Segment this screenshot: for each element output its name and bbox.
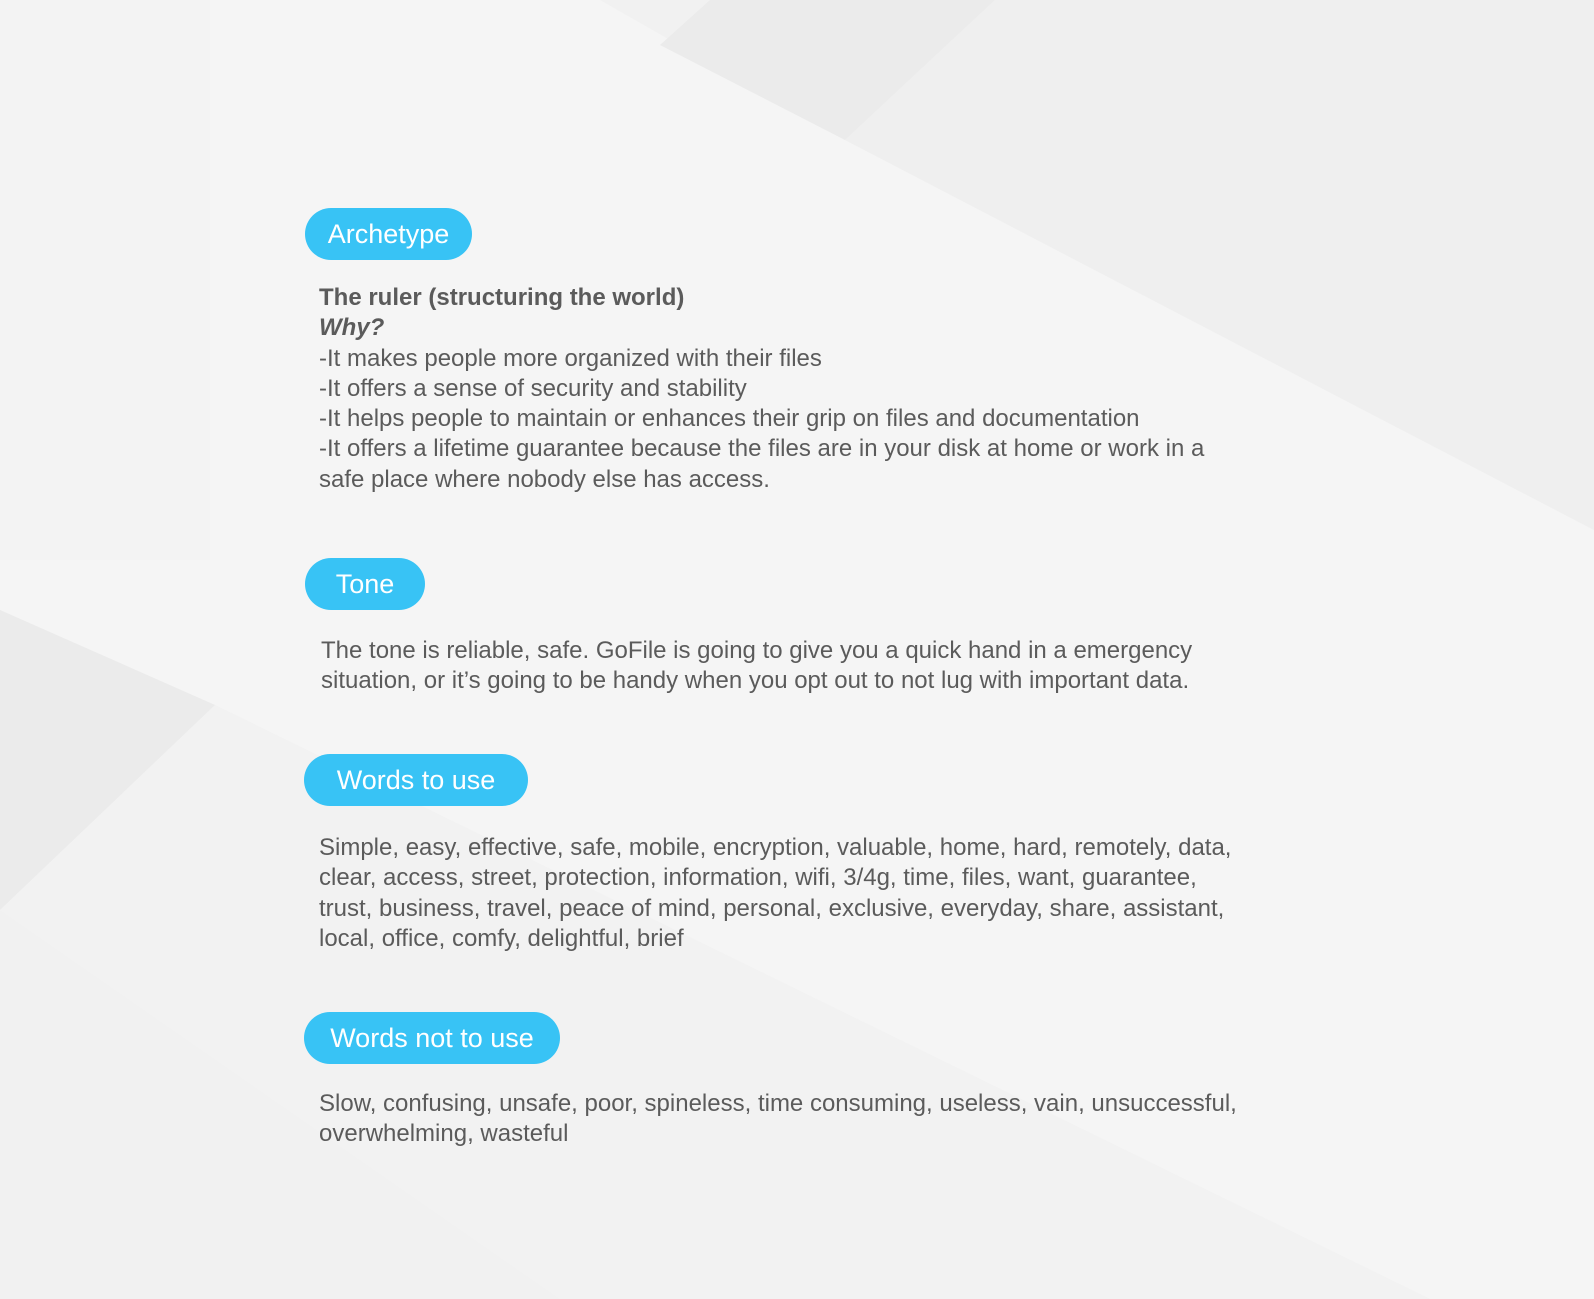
words-not-to-use-line: overwhelming, wasteful	[319, 1120, 569, 1148]
words-to-use-line: Simple, easy, effective, safe, mobile, encryption, valuable, home, hard, remotely, data,	[319, 834, 1232, 861]
archetype-heading: The ruler (structuring the world)	[319, 284, 685, 311]
archetype-why: Why?	[319, 314, 385, 342]
tone-label: Tone	[305, 558, 425, 610]
words-not-to-use-text	[319, 1089, 1237, 1150]
archetype-line: -It makes people more organized with their files	[319, 344, 822, 372]
archetype-label: Archetype	[305, 208, 472, 260]
words-to-use-line: trust, business, travel, peace of mind, personal, exclusive, everyday, share, assistant,	[319, 894, 1225, 922]
words-to-use-text	[319, 833, 1231, 954]
tone-text	[321, 636, 1192, 697]
archetype-line: -It offers a sense of security and stability	[319, 374, 747, 402]
words-to-use-label: Words to use	[304, 754, 528, 806]
words-not-to-use-label: Words not to use	[304, 1012, 560, 1064]
tone-line: The tone is reliable, safe. GoFile is going to give you a quick hand in a emergency	[321, 637, 1193, 664]
words-to-use-line: local, office, comfy, delightful, brief	[319, 924, 684, 952]
words-not-to-use-line: Slow, confusing, unsafe, poor, spineless, time consuming, useless, vain, unsuccessful,	[319, 1090, 1237, 1117]
archetype-line: -It helps people to maintain or enhances their grip on files and documentation	[319, 405, 1140, 433]
tone-line: situation, or it’s going to be handy when you opt out to not lug with important data.	[321, 667, 1190, 695]
archetype-line: safe place where nobody else has access.	[319, 465, 770, 493]
archetype-text	[319, 283, 1204, 495]
archetype-line: -It offers a lifetime guarantee because the files are in your disk at home or work in a	[319, 435, 1205, 463]
words-to-use-line: clear, access, street, protection, information, wifi, 3/4g, time, files, want, guarantee,	[319, 864, 1197, 892]
